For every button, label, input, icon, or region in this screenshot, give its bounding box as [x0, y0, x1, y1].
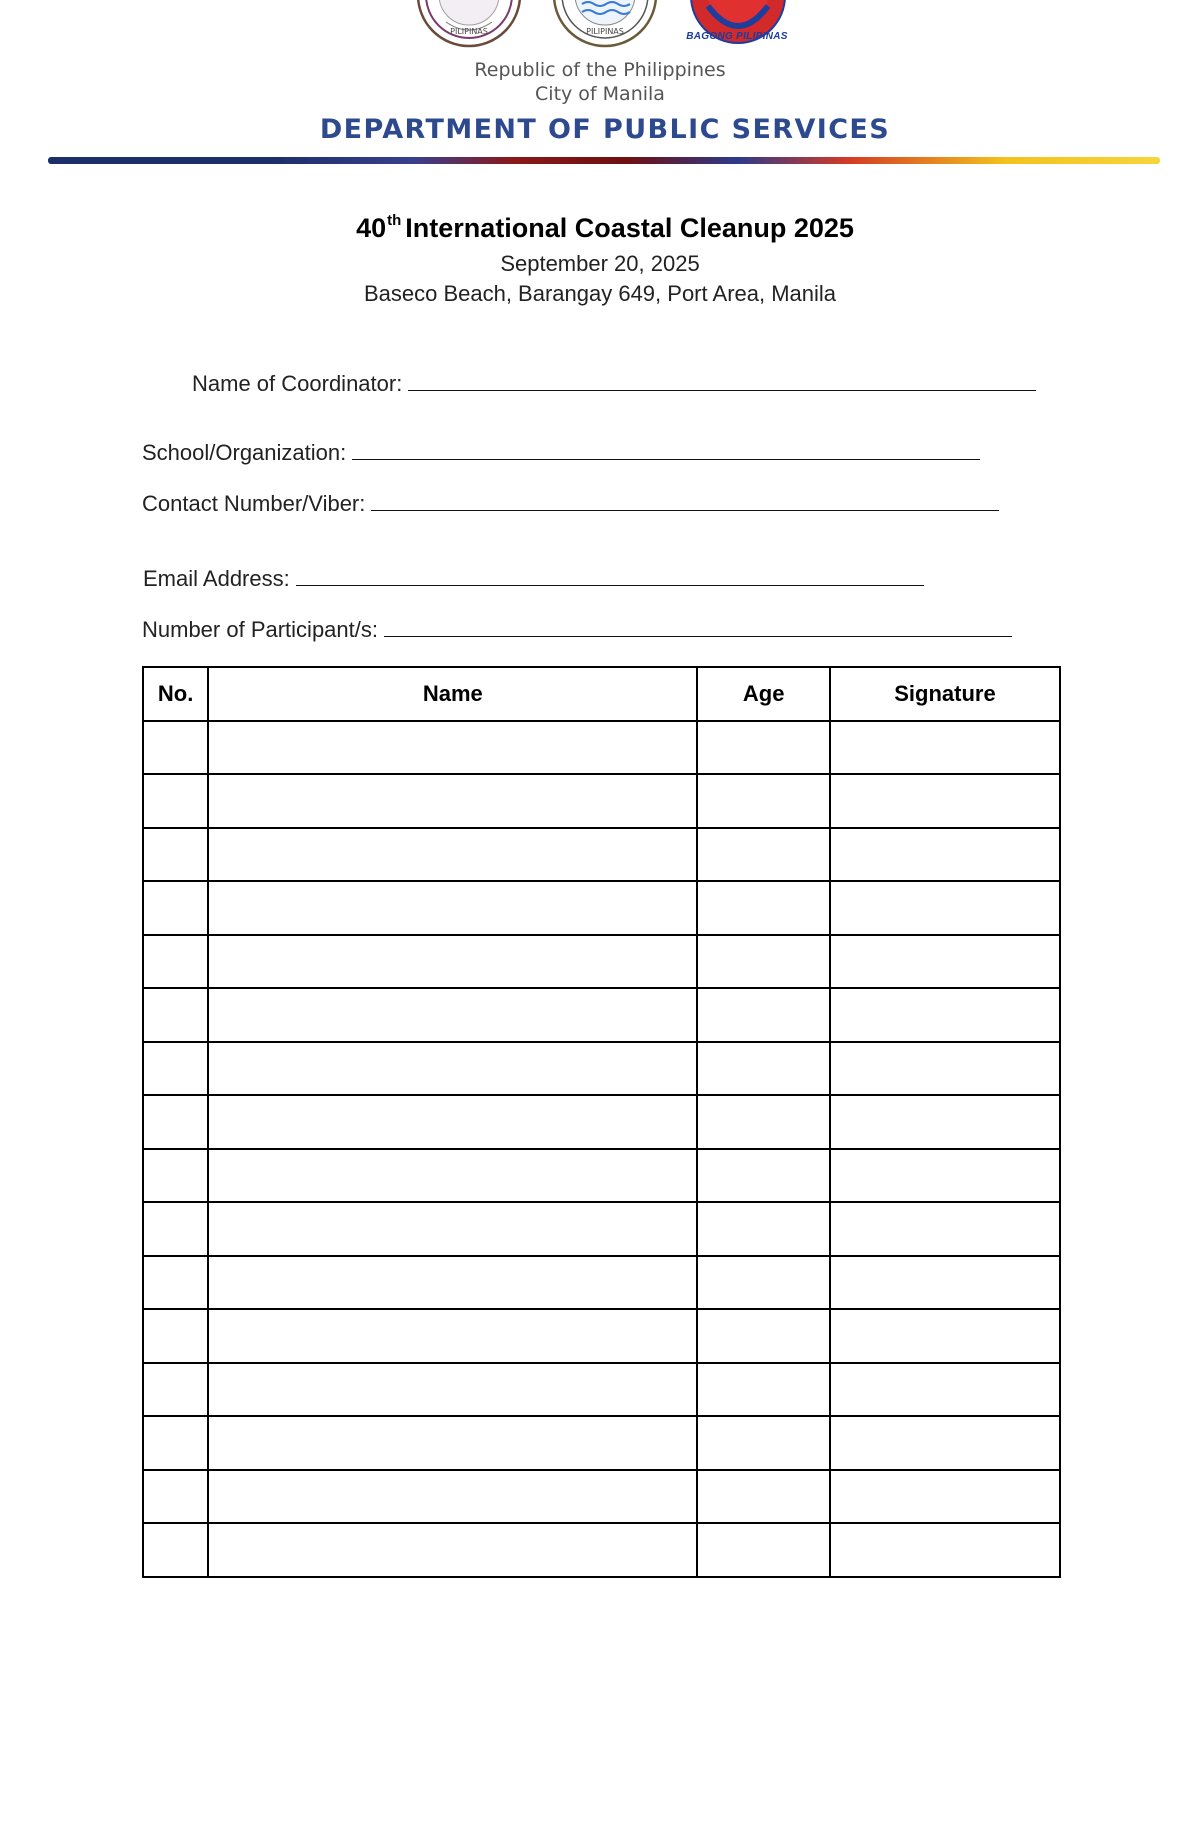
- coordinator-label: Name of Coordinator:: [192, 371, 403, 396]
- no-cell[interactable]: [143, 1523, 208, 1577]
- event-venue: Baseco Beach, Barangay 649, Port Area, Manila: [363, 281, 837, 306]
- no-cell[interactable]: [143, 1470, 208, 1524]
- age-cell[interactable]: [697, 1202, 830, 1256]
- signature-cell[interactable]: [830, 935, 1060, 989]
- no-cell[interactable]: [143, 721, 208, 775]
- signature-cell[interactable]: [830, 721, 1060, 775]
- event-ordinal-suffix: th: [387, 212, 402, 229]
- school-blank[interactable]: [352, 439, 980, 460]
- no-cell[interactable]: [143, 935, 208, 989]
- signature-cell[interactable]: [830, 881, 1060, 935]
- age-cell[interactable]: [697, 881, 830, 935]
- no-cell[interactable]: [143, 1149, 208, 1203]
- header-divider-bar: [48, 157, 1160, 164]
- header-name: Name: [208, 667, 697, 721]
- signature-cell[interactable]: [830, 828, 1060, 882]
- contact-blank[interactable]: [371, 490, 999, 511]
- age-cell[interactable]: [697, 1523, 830, 1577]
- age-cell[interactable]: [697, 1363, 830, 1417]
- age-cell[interactable]: [697, 1416, 830, 1470]
- no-cell[interactable]: [143, 1416, 208, 1470]
- school-label: School/Organization:: [142, 440, 347, 465]
- age-cell[interactable]: [697, 1470, 830, 1524]
- no-cell[interactable]: [143, 1202, 208, 1256]
- event-title-text: International Coastal Cleanup 2025: [405, 213, 854, 243]
- signature-cell[interactable]: [830, 1470, 1060, 1524]
- table-header-row: [143, 667, 1060, 721]
- age-cell[interactable]: [697, 988, 830, 1042]
- email-blank[interactable]: [296, 565, 924, 586]
- republic-line: Republic of the Philippines: [474, 59, 726, 81]
- city-line: City of Manila: [535, 83, 665, 105]
- no-cell[interactable]: [143, 1095, 208, 1149]
- table-row: [143, 1256, 1060, 1310]
- signature-cell[interactable]: [830, 1202, 1060, 1256]
- age-cell[interactable]: [697, 1042, 830, 1096]
- no-cell[interactable]: [143, 881, 208, 935]
- name-cell[interactable]: [208, 721, 697, 775]
- table-row: [143, 774, 1060, 828]
- name-cell[interactable]: [208, 881, 697, 935]
- signature-cell[interactable]: [830, 1309, 1060, 1363]
- table-row: [143, 1470, 1060, 1524]
- event-date: September 20, 2025: [500, 251, 700, 276]
- age-cell[interactable]: [697, 1149, 830, 1203]
- attendance-table: [142, 666, 1061, 1578]
- participants-field: [142, 616, 1012, 643]
- table-row: [143, 1095, 1060, 1149]
- event-ordinal: 40: [356, 213, 387, 243]
- event-title: [0, 212, 1200, 244]
- table-row: [143, 1416, 1060, 1470]
- name-cell[interactable]: [208, 1095, 697, 1149]
- name-cell[interactable]: [208, 774, 697, 828]
- table-row: [143, 828, 1060, 882]
- no-cell[interactable]: [143, 1042, 208, 1096]
- age-cell[interactable]: [697, 1256, 830, 1310]
- table-row: [143, 1523, 1060, 1577]
- age-cell[interactable]: [697, 1309, 830, 1363]
- participants-blank[interactable]: [384, 616, 1012, 637]
- no-cell[interactable]: [143, 774, 208, 828]
- name-cell[interactable]: [208, 1256, 697, 1310]
- table-row: [143, 988, 1060, 1042]
- participants-label: Number of Participant/s:: [142, 617, 378, 642]
- seal-2-text: PILIPINAS: [586, 27, 624, 36]
- name-cell[interactable]: [208, 828, 697, 882]
- manila-seal-logo: [416, 0, 522, 48]
- age-cell[interactable]: [697, 828, 830, 882]
- name-cell[interactable]: [208, 1202, 697, 1256]
- signature-cell[interactable]: [830, 1256, 1060, 1310]
- coordinator-blank[interactable]: [408, 370, 1036, 391]
- no-cell[interactable]: [143, 988, 208, 1042]
- age-cell[interactable]: [697, 774, 830, 828]
- seal-1-text: PILIPINAS: [450, 27, 488, 36]
- table-row: [143, 881, 1060, 935]
- signature-cell[interactable]: [830, 1416, 1060, 1470]
- department-title: DEPARTMENT OF PUBLIC SERVICES: [319, 114, 891, 145]
- age-cell[interactable]: [697, 721, 830, 775]
- table-row: [143, 1309, 1060, 1363]
- coordinator-field: [192, 370, 1036, 397]
- name-cell[interactable]: [208, 1523, 697, 1577]
- table-row: [143, 1363, 1060, 1417]
- header-age: Age: [697, 667, 830, 721]
- age-cell[interactable]: [697, 1095, 830, 1149]
- signature-cell[interactable]: [830, 1042, 1060, 1096]
- republic-heading: [0, 58, 1200, 106]
- no-cell[interactable]: [143, 1309, 208, 1363]
- name-cell[interactable]: [208, 1309, 697, 1363]
- school-field: [142, 439, 980, 466]
- signature-cell[interactable]: [830, 1095, 1060, 1149]
- header-signature: Signature: [830, 667, 1060, 721]
- email-field: [143, 565, 924, 592]
- table-row: [143, 721, 1060, 775]
- header-no: No.: [143, 667, 208, 721]
- table-row: [143, 1149, 1060, 1203]
- table-row: [143, 935, 1060, 989]
- name-cell[interactable]: [208, 1470, 697, 1524]
- signature-cell[interactable]: [830, 774, 1060, 828]
- name-cell[interactable]: [208, 1042, 697, 1096]
- no-cell[interactable]: [143, 828, 208, 882]
- no-cell[interactable]: [143, 1256, 208, 1310]
- name-cell[interactable]: [208, 935, 697, 989]
- name-cell[interactable]: [208, 1416, 697, 1470]
- table-body: [143, 721, 1060, 1577]
- header-logos: [0, 0, 1200, 56]
- name-cell[interactable]: [208, 1149, 697, 1203]
- age-cell[interactable]: [697, 935, 830, 989]
- signature-cell[interactable]: [830, 988, 1060, 1042]
- bagong-pilipinas-caption: BAGONG PILIPINAS: [686, 31, 788, 42]
- signature-cell[interactable]: [830, 1363, 1060, 1417]
- name-cell[interactable]: [208, 1363, 697, 1417]
- signature-cell[interactable]: [830, 1523, 1060, 1577]
- name-cell[interactable]: [208, 988, 697, 1042]
- contact-label: Contact Number/Viber:: [142, 491, 366, 516]
- city-seal-logo: [552, 0, 658, 48]
- contact-field: [142, 490, 999, 517]
- no-cell[interactable]: [143, 1363, 208, 1417]
- table-row: [143, 1042, 1060, 1096]
- signature-cell[interactable]: [830, 1149, 1060, 1203]
- table-row: [143, 1202, 1060, 1256]
- email-label: Email Address:: [143, 566, 290, 591]
